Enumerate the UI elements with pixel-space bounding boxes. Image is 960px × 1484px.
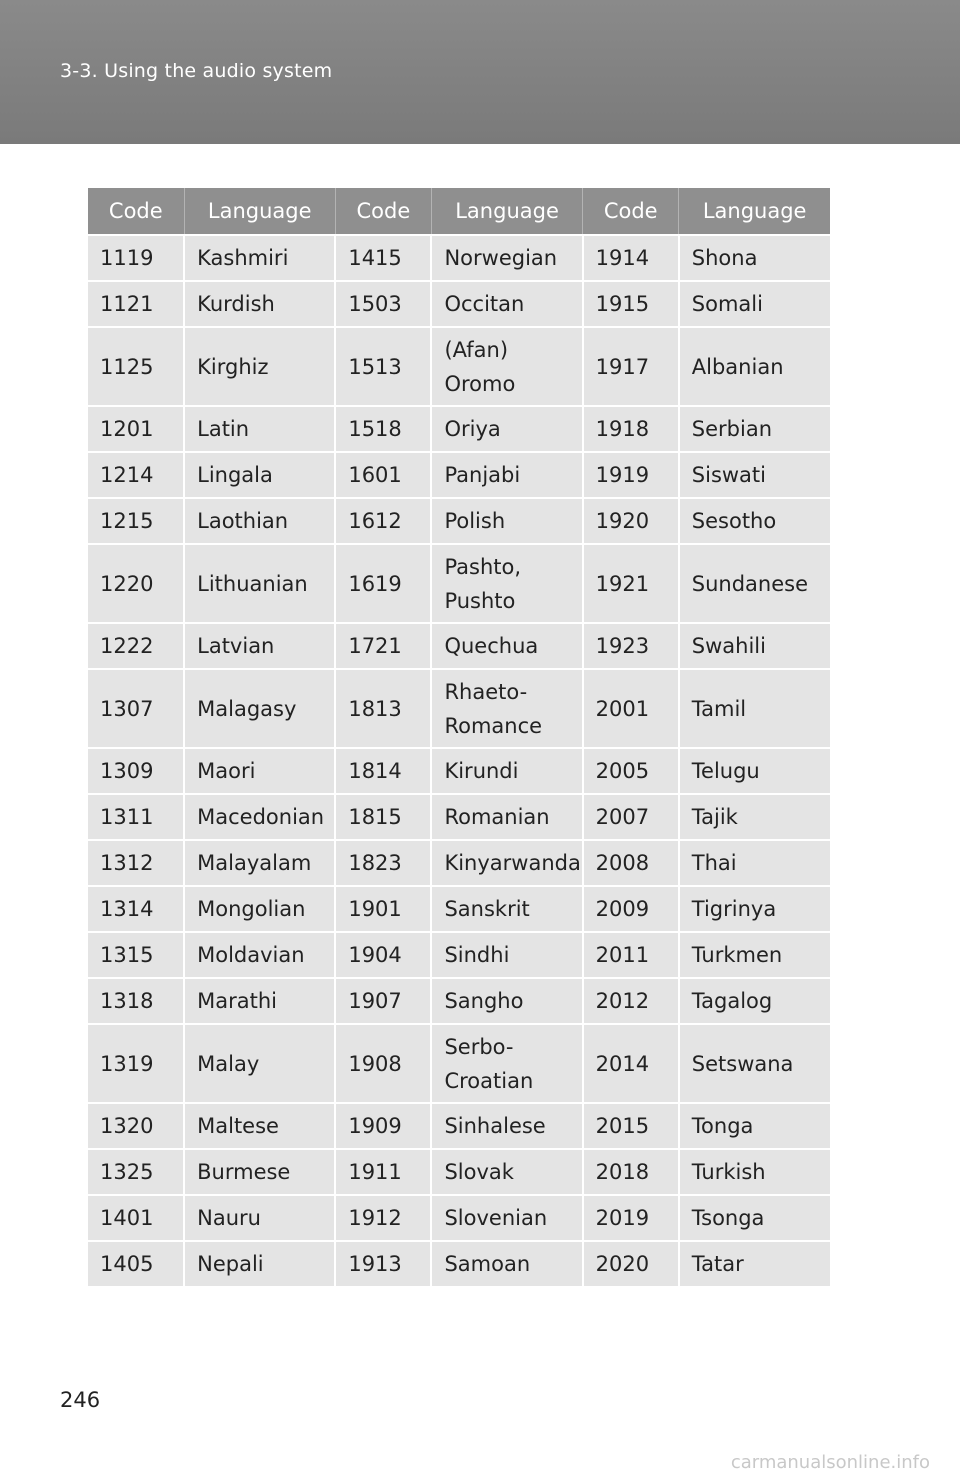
code-cell: 1920 xyxy=(583,498,679,544)
code-cell: 1503 xyxy=(335,281,431,327)
language-cell: Setswana xyxy=(679,1024,830,1103)
language-cell: Albanian xyxy=(679,327,830,406)
language-cell: Kashmiri xyxy=(184,235,335,281)
code-cell: 1814 xyxy=(335,748,431,794)
language-cell: Samoan xyxy=(431,1241,582,1287)
code-cell: 1222 xyxy=(88,623,184,669)
code-cell: 2014 xyxy=(583,1024,679,1103)
table-row xyxy=(88,794,830,840)
section-title: 3-3. Using the audio system xyxy=(60,60,333,82)
language-cell: Slovak xyxy=(431,1149,582,1195)
language-cell: Tonga xyxy=(679,1103,830,1149)
column-header-code: Code xyxy=(583,188,679,235)
code-cell: 1307 xyxy=(88,669,184,748)
code-cell: 1913 xyxy=(335,1241,431,1287)
language-cell: Tatar xyxy=(679,1241,830,1287)
code-cell: 1325 xyxy=(88,1149,184,1195)
watermark: carmanualsonline.info xyxy=(730,1452,930,1473)
language-cell: Polish xyxy=(431,498,582,544)
language-cell: Tajik xyxy=(679,794,830,840)
code-cell: 1601 xyxy=(335,452,431,498)
language-cell: Occitan xyxy=(431,281,582,327)
code-cell: 2019 xyxy=(583,1195,679,1241)
code-cell: 1214 xyxy=(88,452,184,498)
language-cell: Tsonga xyxy=(679,1195,830,1241)
code-cell: 1721 xyxy=(335,623,431,669)
code-cell: 2011 xyxy=(583,932,679,978)
language-cell: Pashto, Pushto xyxy=(431,544,582,623)
table-row xyxy=(88,235,830,281)
table-row xyxy=(88,1195,830,1241)
table-row xyxy=(88,498,830,544)
code-cell: 1121 xyxy=(88,281,184,327)
table-row xyxy=(88,452,830,498)
code-cell: 1904 xyxy=(335,932,431,978)
language-cell: Rhaeto- Romance xyxy=(431,669,582,748)
language-cell: Maori xyxy=(184,748,335,794)
language-cell: Tagalog xyxy=(679,978,830,1024)
code-cell: 1918 xyxy=(583,406,679,452)
code-cell: 1415 xyxy=(335,235,431,281)
column-header-code: Code xyxy=(335,188,431,235)
code-cell: 1612 xyxy=(335,498,431,544)
language-cell: Somali xyxy=(679,281,830,327)
code-cell: 1513 xyxy=(335,327,431,406)
code-cell: 2015 xyxy=(583,1103,679,1149)
table-header-row xyxy=(88,188,830,235)
table-row xyxy=(88,978,830,1024)
code-cell: 2001 xyxy=(583,669,679,748)
language-cell: Sinhalese xyxy=(431,1103,582,1149)
language-cell: Marathi xyxy=(184,978,335,1024)
page-number: 246 xyxy=(60,1388,101,1412)
code-cell: 1907 xyxy=(335,978,431,1024)
language-cell: Sanskrit xyxy=(431,886,582,932)
language-cell: (Afan) Oromo xyxy=(431,327,582,406)
column-header-language: Language xyxy=(431,188,582,235)
language-cell: Sindhi xyxy=(431,932,582,978)
code-cell: 1201 xyxy=(88,406,184,452)
code-cell: 2007 xyxy=(583,794,679,840)
language-cell: Romanian xyxy=(431,794,582,840)
table-row xyxy=(88,1241,830,1287)
language-cell: Latin xyxy=(184,406,335,452)
column-header-language: Language xyxy=(184,188,335,235)
language-cell: Moldavian xyxy=(184,932,335,978)
code-cell: 1320 xyxy=(88,1103,184,1149)
code-cell: 1923 xyxy=(583,623,679,669)
code-cell: 1813 xyxy=(335,669,431,748)
language-cell: Sesotho xyxy=(679,498,830,544)
code-cell: 1909 xyxy=(335,1103,431,1149)
language-cell: Shona xyxy=(679,235,830,281)
code-cell: 2008 xyxy=(583,840,679,886)
language-cell: Tigrinya xyxy=(679,886,830,932)
language-cell: Malayalam xyxy=(184,840,335,886)
language-cell: Slovenian xyxy=(431,1195,582,1241)
code-cell: 1908 xyxy=(335,1024,431,1103)
code-cell: 1917 xyxy=(583,327,679,406)
code-cell: 1318 xyxy=(88,978,184,1024)
language-cell: Malagasy xyxy=(184,669,335,748)
code-cell: 1914 xyxy=(583,235,679,281)
code-cell: 1919 xyxy=(583,452,679,498)
language-cell: Oriya xyxy=(431,406,582,452)
table-row xyxy=(88,281,830,327)
code-cell: 2018 xyxy=(583,1149,679,1195)
code-cell: 1823 xyxy=(335,840,431,886)
language-cell: Sangho xyxy=(431,978,582,1024)
language-cell: Maltese xyxy=(184,1103,335,1149)
language-cell: Mongolian xyxy=(184,886,335,932)
language-code-table xyxy=(88,188,830,1288)
code-cell: 1312 xyxy=(88,840,184,886)
language-cell: Sundanese xyxy=(679,544,830,623)
language-cell: Lithuanian xyxy=(184,544,335,623)
language-cell: Kirundi xyxy=(431,748,582,794)
table-row xyxy=(88,748,830,794)
code-cell: 1921 xyxy=(583,544,679,623)
code-cell: 1314 xyxy=(88,886,184,932)
language-cell: Tamil xyxy=(679,669,830,748)
language-cell: Malay xyxy=(184,1024,335,1103)
language-cell: Kurdish xyxy=(184,281,335,327)
code-cell: 1401 xyxy=(88,1195,184,1241)
table-row xyxy=(88,886,830,932)
language-cell: Quechua xyxy=(431,623,582,669)
language-cell: Serbian xyxy=(679,406,830,452)
code-cell: 1619 xyxy=(335,544,431,623)
table-row xyxy=(88,327,830,406)
table-row xyxy=(88,1103,830,1149)
language-cell: Norwegian xyxy=(431,235,582,281)
language-cell: Nauru xyxy=(184,1195,335,1241)
language-cell: Burmese xyxy=(184,1149,335,1195)
language-cell: Latvian xyxy=(184,623,335,669)
language-cell: Turkmen xyxy=(679,932,830,978)
language-cell: Turkish xyxy=(679,1149,830,1195)
code-cell: 2009 xyxy=(583,886,679,932)
code-cell: 2005 xyxy=(583,748,679,794)
language-cell: Siswati xyxy=(679,452,830,498)
language-cell: Nepali xyxy=(184,1241,335,1287)
language-cell: Panjabi xyxy=(431,452,582,498)
code-cell: 1912 xyxy=(335,1195,431,1241)
language-cell: Swahili xyxy=(679,623,830,669)
table-row xyxy=(88,1149,830,1195)
code-cell: 1215 xyxy=(88,498,184,544)
language-cell: Kinyarwanda xyxy=(431,840,582,886)
code-cell: 1915 xyxy=(583,281,679,327)
code-cell: 1518 xyxy=(335,406,431,452)
table-row xyxy=(88,1024,830,1103)
code-cell: 1119 xyxy=(88,235,184,281)
code-cell: 1311 xyxy=(88,794,184,840)
table-body xyxy=(88,235,830,1287)
table-row xyxy=(88,932,830,978)
table-row xyxy=(88,840,830,886)
language-cell: Thai xyxy=(679,840,830,886)
code-cell: 1911 xyxy=(335,1149,431,1195)
table-row xyxy=(88,544,830,623)
language-cell: Lingala xyxy=(184,452,335,498)
code-cell: 2012 xyxy=(583,978,679,1024)
code-cell: 1309 xyxy=(88,748,184,794)
language-cell: Laothian xyxy=(184,498,335,544)
language-cell: Telugu xyxy=(679,748,830,794)
code-cell: 1901 xyxy=(335,886,431,932)
language-cell: Kirghiz xyxy=(184,327,335,406)
code-cell: 1220 xyxy=(88,544,184,623)
table-row xyxy=(88,406,830,452)
column-header-language: Language xyxy=(679,188,830,235)
code-cell: 1125 xyxy=(88,327,184,406)
language-cell: Macedonian xyxy=(184,794,335,840)
code-cell: 1405 xyxy=(88,1241,184,1287)
code-cell: 1815 xyxy=(335,794,431,840)
language-cell: Serbo- Croatian xyxy=(431,1024,582,1103)
header-band xyxy=(0,0,960,144)
table-row xyxy=(88,669,830,748)
code-cell: 1319 xyxy=(88,1024,184,1103)
code-cell: 2020 xyxy=(583,1241,679,1287)
code-cell: 1315 xyxy=(88,932,184,978)
table-row xyxy=(88,623,830,669)
column-header-code: Code xyxy=(88,188,184,235)
